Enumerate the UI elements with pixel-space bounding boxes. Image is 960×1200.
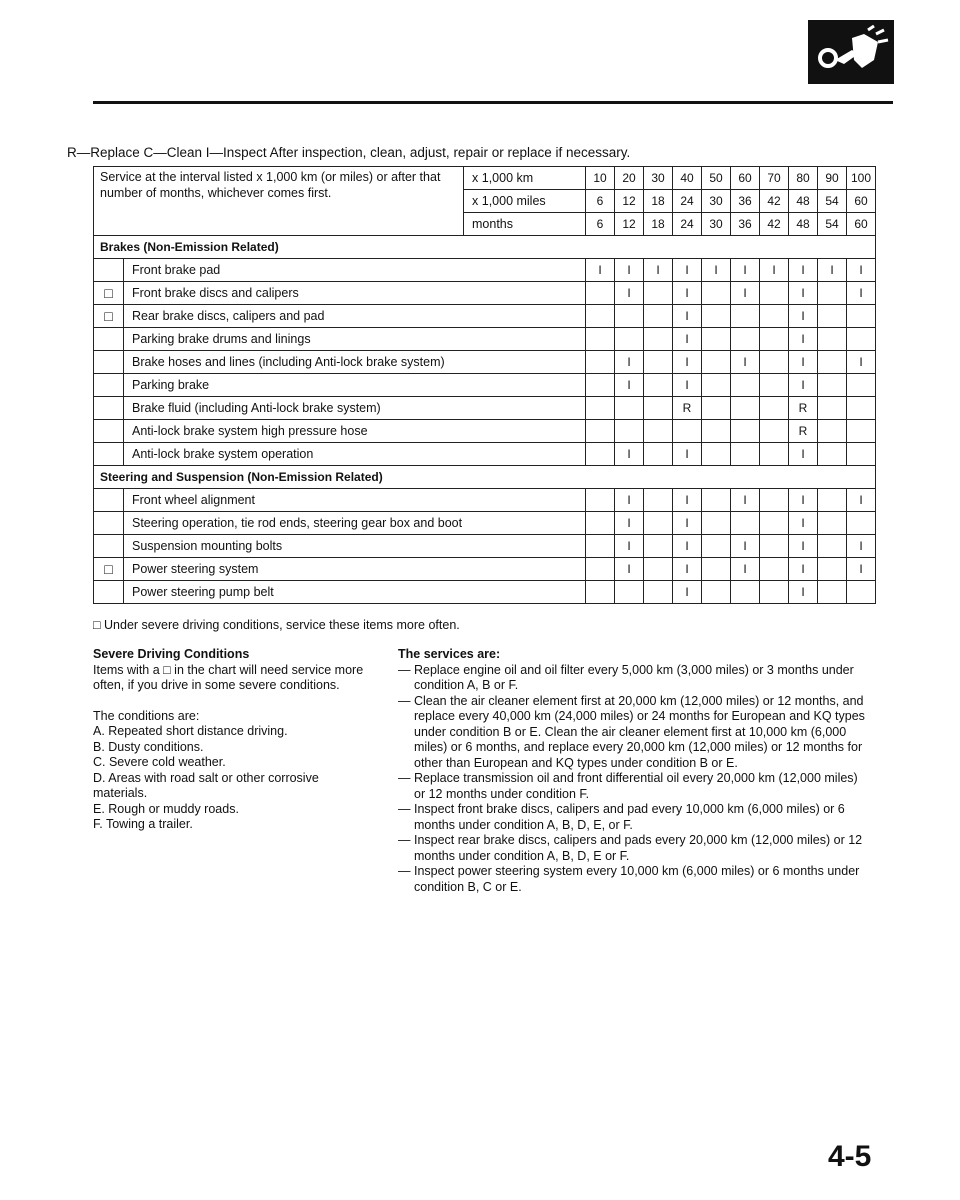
- schedule-cell: I: [847, 259, 876, 282]
- schedule-cell: I: [731, 535, 760, 558]
- interval-value: 20: [615, 167, 644, 190]
- schedule-cell: [731, 581, 760, 604]
- condition-item: F. Towing a trailer.: [93, 817, 193, 831]
- schedule-cell: [731, 420, 760, 443]
- severe-marker-icon: [94, 535, 124, 558]
- schedule-cell: [818, 420, 847, 443]
- service-item-name: Power steering pump belt: [124, 581, 586, 604]
- service-item-name: Brake fluid (including Anti-lock brake system): [124, 397, 586, 420]
- schedule-cell: [586, 558, 615, 581]
- severe-marker-icon: [94, 328, 124, 351]
- schedule-cell: [818, 512, 847, 535]
- interval-value: 60: [847, 213, 876, 236]
- service-item-name: Rear brake discs, calipers and pad: [124, 305, 586, 328]
- service-item: — Inspect front brake discs, calipers and pad every 10,000 km (6,000 miles) or 6 months under condition A, B, D, E, or F.: [398, 802, 845, 832]
- condition-item: C. Severe cold weather.: [93, 755, 226, 769]
- schedule-cell: [760, 489, 789, 512]
- schedule-cell: I: [731, 351, 760, 374]
- schedule-cell: [586, 374, 615, 397]
- schedule-cell: [731, 397, 760, 420]
- severe-marker-icon: [94, 512, 124, 535]
- schedule-cell: I: [731, 259, 760, 282]
- interval-unit-label: x 1,000 km: [464, 167, 586, 190]
- service-item: — Inspect power steering system every 10,000 km (6,000 miles) or 6 months under condition B, C or E.: [398, 864, 860, 894]
- schedule-cell: [702, 305, 731, 328]
- schedule-cell: [586, 443, 615, 466]
- interval-value: 40: [673, 167, 702, 190]
- schedule-cell: I: [644, 259, 673, 282]
- table-row: [94, 351, 876, 374]
- schedule-cell: I: [615, 259, 644, 282]
- schedule-cell: I: [760, 259, 789, 282]
- schedule-cell: [702, 558, 731, 581]
- schedule-cell: [702, 351, 731, 374]
- service-item-name: Power steering system: [124, 558, 586, 581]
- table-row: [94, 581, 876, 604]
- schedule-cell: [760, 558, 789, 581]
- service-item-name: Parking brake: [124, 374, 586, 397]
- schedule-cell: I: [615, 374, 644, 397]
- schedule-cell: I: [789, 328, 818, 351]
- schedule-cell: I: [847, 535, 876, 558]
- schedule-cell: [673, 420, 702, 443]
- interval-value: 48: [789, 190, 818, 213]
- schedule-cell: [818, 282, 847, 305]
- page-number: 4-5: [828, 1140, 872, 1173]
- schedule-cell: I: [673, 305, 702, 328]
- schedule-cell: I: [673, 443, 702, 466]
- schedule-cell: [818, 351, 847, 374]
- schedule-cell: [847, 581, 876, 604]
- schedule-cell: [760, 420, 789, 443]
- interval-value: 30: [702, 213, 731, 236]
- severe-marker-icon: □: [94, 558, 124, 581]
- service-item-name: Anti-lock brake system operation: [124, 443, 586, 466]
- severe-heading: Severe Driving Conditions: [93, 647, 250, 661]
- section-row: [94, 466, 876, 489]
- schedule-cell: [847, 443, 876, 466]
- schedule-cell: I: [789, 581, 818, 604]
- schedule-cell: I: [847, 282, 876, 305]
- schedule-cell: [644, 282, 673, 305]
- interval-value: 18: [644, 190, 673, 213]
- schedule-cell: I: [673, 489, 702, 512]
- interval-description: Service at the interval listed x 1,000 km (or miles) or after that number of months, whichever comes first.: [94, 167, 464, 236]
- schedule-cell: I: [847, 558, 876, 581]
- schedule-cell: [818, 305, 847, 328]
- severe-marker-icon: [94, 374, 124, 397]
- schedule-cell: I: [673, 374, 702, 397]
- schedule-cell: I: [847, 351, 876, 374]
- severe-intro: Items with a □ in the chart will need service more often, if you drive in some severe conditions.: [93, 662, 364, 692]
- schedule-cell: [731, 305, 760, 328]
- table-row: [94, 443, 876, 466]
- schedule-cell: [818, 581, 847, 604]
- service-item: — Clean the air cleaner element first at 20,000 km (12,000 miles) or 12 months, and replace every 40,000 km (24,000 miles) or 24 months for European and KQ types under condition B or E. Clean the air cleaner element first at 10,000 km (6,000 miles) or 6 months, and replace every 20,000 km (12,000 miles) or 12 months for other than European and KQ types under condition B or E.: [398, 693, 865, 770]
- schedule-cell: [644, 489, 673, 512]
- schedule-cell: [818, 535, 847, 558]
- schedule-cell: I: [702, 259, 731, 282]
- condition-item: B. Dusty conditions.: [93, 739, 204, 754]
- severe-conditions-block: [93, 647, 368, 833]
- interval-value: 48: [789, 213, 818, 236]
- schedule-cell: I: [615, 512, 644, 535]
- service-item-name: Steering operation, tie rod ends, steering gear box and boot: [124, 512, 586, 535]
- schedule-cell: I: [615, 535, 644, 558]
- schedule-cell: I: [789, 489, 818, 512]
- schedule-cell: [702, 512, 731, 535]
- schedule-cell: [615, 397, 644, 420]
- severe-marker-icon: [94, 581, 124, 604]
- service-item: — Inspect rear brake discs, calipers and pads every 20,000 km (12,000 miles) or 12 months under condition A, B, D, E or F.: [398, 833, 863, 863]
- schedule-cell: [847, 374, 876, 397]
- interval-value: 6: [586, 190, 615, 213]
- interval-value: 24: [673, 190, 702, 213]
- interval-value: 24: [673, 213, 702, 236]
- schedule-cell: I: [789, 535, 818, 558]
- condition-item: E. Rough or muddy roads.: [93, 801, 239, 816]
- schedule-cell: [731, 374, 760, 397]
- schedule-cell: [847, 328, 876, 351]
- interval-value: 10: [586, 167, 615, 190]
- schedule-cell: [644, 512, 673, 535]
- table-row: [94, 328, 876, 351]
- interval-value: 70: [760, 167, 789, 190]
- interval-value: 54: [818, 190, 847, 213]
- schedule-cell: I: [789, 443, 818, 466]
- schedule-cell: [644, 558, 673, 581]
- severe-marker-icon: [94, 351, 124, 374]
- schedule-cell: [586, 489, 615, 512]
- schedule-cell: [818, 489, 847, 512]
- schedule-cell: [847, 512, 876, 535]
- maintenance-logo-icon: [808, 20, 894, 84]
- schedule-cell: I: [615, 443, 644, 466]
- schedule-cell: [702, 535, 731, 558]
- interval-value: 50: [702, 167, 731, 190]
- interval-value: 54: [818, 213, 847, 236]
- schedule-cell: [818, 558, 847, 581]
- schedule-cell: [818, 443, 847, 466]
- section-title: Steering and Suspension (Non-Emission Related): [94, 466, 876, 489]
- schedule-cell: [702, 374, 731, 397]
- schedule-cell: [615, 420, 644, 443]
- schedule-cell: [760, 351, 789, 374]
- schedule-cell: I: [673, 581, 702, 604]
- schedule-cell: [760, 374, 789, 397]
- schedule-cell: I: [615, 282, 644, 305]
- schedule-cell: I: [731, 282, 760, 305]
- schedule-cell: [702, 328, 731, 351]
- schedule-cell: [702, 420, 731, 443]
- service-item-name: Anti-lock brake system high pressure hose: [124, 420, 586, 443]
- service-item-name: Front brake pad: [124, 259, 586, 282]
- interval-value: 60: [731, 167, 760, 190]
- schedule-cell: [644, 581, 673, 604]
- service-item-name: Front wheel alignment: [124, 489, 586, 512]
- severe-marker-icon: □: [94, 305, 124, 328]
- schedule-cell: I: [673, 512, 702, 535]
- service-item: — Replace engine oil and oil filter every 5,000 km (3,000 miles) or 3 months under condition A, B or F.: [398, 662, 854, 692]
- schedule-cell: I: [847, 489, 876, 512]
- section-row: [94, 236, 876, 259]
- interval-header-row: [94, 167, 876, 190]
- schedule-cell: I: [818, 259, 847, 282]
- schedule-cell: [644, 351, 673, 374]
- interval-value: 30: [644, 167, 673, 190]
- schedule-cell: [615, 581, 644, 604]
- schedule-cell: I: [789, 351, 818, 374]
- schedule-cell: [586, 581, 615, 604]
- service-item-name: Parking brake drums and linings: [124, 328, 586, 351]
- conditions-heading: The conditions are:: [93, 708, 200, 723]
- schedule-cell: [615, 328, 644, 351]
- schedule-cell: [702, 282, 731, 305]
- schedule-cell: [702, 397, 731, 420]
- schedule-cell: [644, 328, 673, 351]
- table-row: [94, 489, 876, 512]
- schedule-cell: [818, 328, 847, 351]
- schedule-cell: I: [615, 489, 644, 512]
- interval-value: 42: [760, 213, 789, 236]
- service-item-name: Suspension mounting bolts: [124, 535, 586, 558]
- schedule-cell: [586, 305, 615, 328]
- schedule-cell: [847, 305, 876, 328]
- severe-marker-icon: [94, 443, 124, 466]
- schedule-cell: [847, 420, 876, 443]
- header-rule: [93, 101, 893, 104]
- schedule-cell: [644, 420, 673, 443]
- schedule-cell: I: [673, 259, 702, 282]
- schedule-cell: [760, 535, 789, 558]
- interval-unit-label: months: [464, 213, 586, 236]
- schedule-cell: [760, 397, 789, 420]
- schedule-cell: [731, 328, 760, 351]
- schedule-cell: I: [673, 558, 702, 581]
- schedule-cell: I: [731, 558, 760, 581]
- maintenance-schedule-table: [93, 166, 876, 604]
- condition-item: D. Areas with road salt or other corrosive materials.: [93, 770, 319, 800]
- schedule-cell: [586, 282, 615, 305]
- interval-value: 12: [615, 213, 644, 236]
- table-row: [94, 512, 876, 535]
- schedule-cell: I: [615, 351, 644, 374]
- schedule-cell: I: [673, 328, 702, 351]
- table-row: [94, 397, 876, 420]
- interval-value: 12: [615, 190, 644, 213]
- schedule-cell: [586, 328, 615, 351]
- schedule-cell: [818, 374, 847, 397]
- section-title: Brakes (Non-Emission Related): [94, 236, 876, 259]
- schedule-cell: I: [673, 282, 702, 305]
- schedule-cell: I: [789, 282, 818, 305]
- severe-marker-icon: [94, 397, 124, 420]
- table-row: [94, 420, 876, 443]
- schedule-cell: [644, 397, 673, 420]
- schedule-cell: I: [615, 558, 644, 581]
- table-row: [94, 259, 876, 282]
- schedule-cell: [760, 305, 789, 328]
- severe-marker-icon: [94, 259, 124, 282]
- schedule-cell: I: [789, 374, 818, 397]
- schedule-cell: I: [789, 558, 818, 581]
- schedule-cell: I: [789, 259, 818, 282]
- severe-marker-icon: □: [94, 282, 124, 305]
- interval-value: 60: [847, 190, 876, 213]
- interval-value: 18: [644, 213, 673, 236]
- schedule-cell: R: [789, 397, 818, 420]
- interval-value: 42: [760, 190, 789, 213]
- schedule-cell: [702, 489, 731, 512]
- schedule-cell: [731, 443, 760, 466]
- table-row: [94, 305, 876, 328]
- schedule-cell: [760, 512, 789, 535]
- services-block: [398, 647, 868, 895]
- schedule-cell: I: [789, 512, 818, 535]
- schedule-cell: [847, 397, 876, 420]
- schedule-cell: I: [673, 351, 702, 374]
- interval-value: 36: [731, 213, 760, 236]
- service-item-name: Front brake discs and calipers: [124, 282, 586, 305]
- schedule-cell: [760, 282, 789, 305]
- schedule-cell: R: [789, 420, 818, 443]
- schedule-cell: R: [673, 397, 702, 420]
- interval-value: 80: [789, 167, 818, 190]
- schedule-cell: [644, 305, 673, 328]
- schedule-cell: [731, 512, 760, 535]
- table-row: [94, 558, 876, 581]
- schedule-cell: [760, 328, 789, 351]
- schedule-cell: I: [731, 489, 760, 512]
- schedule-cell: [644, 374, 673, 397]
- interval-value: 100: [847, 167, 876, 190]
- interval-value: 30: [702, 190, 731, 213]
- services-heading: The services are:: [398, 647, 501, 661]
- schedule-cell: I: [789, 305, 818, 328]
- table-row: [94, 374, 876, 397]
- schedule-cell: I: [673, 535, 702, 558]
- schedule-cell: [760, 581, 789, 604]
- interval-unit-label: x 1,000 miles: [464, 190, 586, 213]
- severe-marker-icon: [94, 420, 124, 443]
- schedule-cell: [615, 305, 644, 328]
- schedule-cell: [818, 397, 847, 420]
- schedule-cell: [702, 443, 731, 466]
- table-row: [94, 535, 876, 558]
- condition-item: A. Repeated short distance driving.: [93, 724, 288, 738]
- service-item-name: Brake hoses and lines (including Anti-lock brake system): [124, 351, 586, 374]
- service-item: — Replace transmission oil and front differential oil every 20,000 km (12,000 miles) or 12 months under condition F.: [398, 771, 858, 801]
- schedule-cell: [586, 351, 615, 374]
- schedule-cell: [644, 443, 673, 466]
- legend-line: R—Replace C—Clean I—Inspect After inspection, clean, adjust, repair or replace if necessary.: [67, 145, 631, 160]
- schedule-cell: [586, 397, 615, 420]
- severe-marker-icon: [94, 489, 124, 512]
- interval-value: 36: [731, 190, 760, 213]
- table-row: [94, 282, 876, 305]
- severe-footnote: □ Under severe driving conditions, service these items more often.: [93, 618, 460, 632]
- schedule-cell: [586, 535, 615, 558]
- schedule-cell: [586, 512, 615, 535]
- interval-value: 6: [586, 213, 615, 236]
- schedule-cell: [586, 420, 615, 443]
- schedule-cell: [760, 443, 789, 466]
- interval-value: 90: [818, 167, 847, 190]
- schedule-cell: [702, 581, 731, 604]
- schedule-cell: I: [586, 259, 615, 282]
- schedule-cell: [644, 535, 673, 558]
